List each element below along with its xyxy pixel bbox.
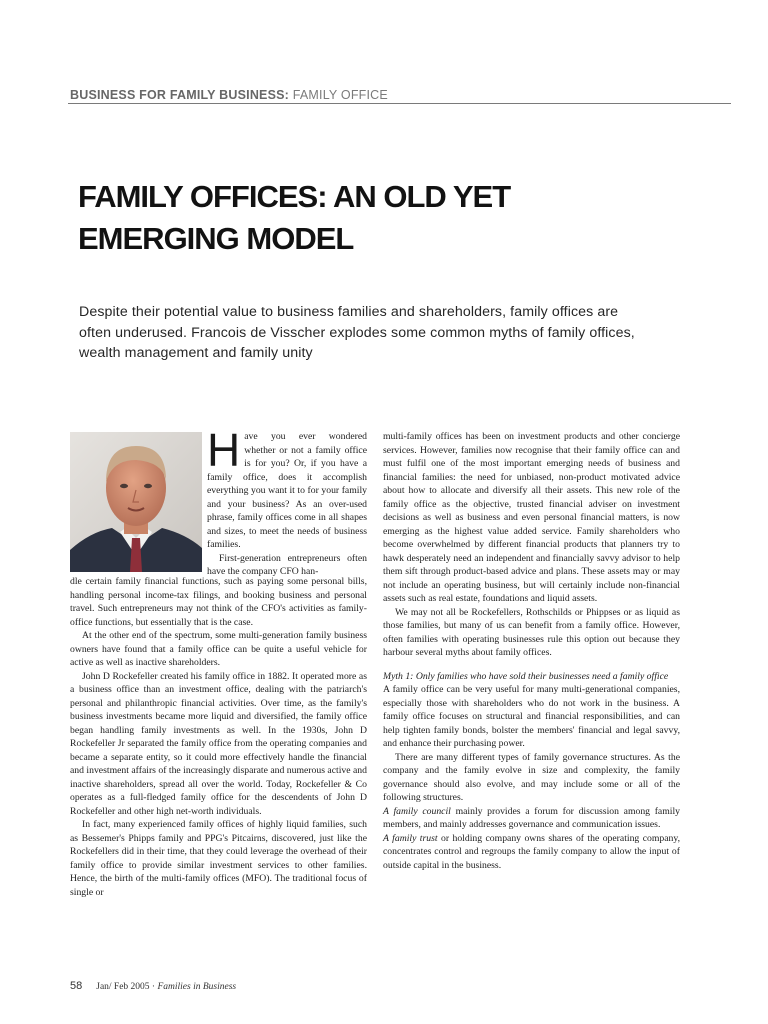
- page-footer: [70, 980, 236, 992]
- section-label: BUSINESS FOR FAMILY BUSINESS:: [70, 88, 290, 102]
- publication-name: Families in Business: [155, 982, 237, 992]
- myth-1-heading: Myth 1: Only families who have sold their businesses need a family office: [383, 670, 669, 682]
- author-photo: [70, 432, 202, 572]
- family-council-text: mainly provides a forum for discussion among family members, and mainly addresses governance and communication issues.: [383, 805, 680, 830]
- article-title: FAMILY OFFICES: AN OLD YET EMERGING MODEL: [78, 179, 511, 256]
- subsection-label: FAMILY OFFICE: [292, 88, 388, 102]
- article-standfirst: Despite their potential value to business families and shareholders, family offices are often underused. Francois de Visscher explodes some common myths of family offices, wealth management and family unity: [79, 304, 635, 361]
- paragraph-multi-family: multi-family offices has been on investment products and other concierge services. However, families now recognise that their family office can and must fulfil one of the most important emerging needs of business and financial families: the need for unbiased, non-product motivated advice about how to allocate and diversify all their assets. This new role of the family office as the objective, trusted financial adviser on investment decisions as well as business and even personal financial matters, is now emerging as the highest value added service. Family shareholders who become overwhelmed by different financial products that planners try to hawk desperately need an independent and financially savvy advisor to help them sift through product-based advice and plans. These assets may or may not include an operating business, but will certainly include non-financial assets such as real estate, foundations and liquid assets.: [383, 431, 680, 604]
- paragraph-cfo-continued: dle certain family financial functions, such as paying some personal bills, handling personal income-tax filings, and booking business and personal travel. Such entrepreneurs may not think of the CFO's activities as family-office functions, but essentially that is the case.: [70, 576, 367, 628]
- family-trust-term: A family trust: [383, 832, 438, 844]
- paragraph-rothschilds: We may not all be Rockefellers, Rothschilds or Phippses or as liquid as those families, but many of us can benefit from a family office. However, often families with operating businesses rule this option out because they harbour several myths about family offices.: [383, 606, 680, 658]
- paragraph-intro: ave you ever wondered whether or not a family office is for you? Or, if you have a family office, does it accomplish everything you want it to for your family and your business? As an over-used phrase, family offices come in all shapes and sizes, to meet the needs of business families.: [207, 431, 367, 550]
- header-rule: [68, 103, 731, 104]
- family-trust-text: or holding company owns shares of the operating company, concentrates control and regroups the family company to allow the input of outside capital in the business.: [383, 832, 680, 871]
- left-column-top: [207, 424, 367, 579]
- left-column-bottom: [70, 575, 367, 899]
- issue-date: Jan/ Feb 2005 ·: [96, 982, 156, 992]
- drop-cap: H: [207, 424, 241, 476]
- paragraph-rockefeller: John D Rockefeller created his family office in 1882. It operated more as a business office than an investment office, dealing with the patriarch's personal and philanthropic financial activities. Over time, as the family's business investments became more liquid and diversified, the family office began handling family investments as well. In the 1930s, John D Rockefeller Jr separated the family office from the operating companies and became a separate entity, so it could more effectively handle the financial and investment affairs of the increasingly disparate and numerous active and inactive shareholders, spread all over the world. Today, Rockefeller & Co operates as a full-fledged family office for the descendents of John D Rockefeller and other high net-worth individuals.: [70, 670, 367, 817]
- right-column: [383, 430, 680, 872]
- paragraph-first-generation: First-generation entrepreneurs often have the company CFO han-: [207, 552, 367, 577]
- paragraph-spectrum: At the other end of the spectrum, some multi-generation family business owners have found that a family office can be quite a useful vehicle for active as well as inactive shareholders.: [70, 630, 367, 668]
- paragraph-myth-1: A family office can be very useful for many multi-generational companies, especially those with shareholders who do not work in the business. A family office focuses on structural and financial responsibilities, and can help tighten family bonds, bolster the members' financial and legal savvy, and enhance their purchasing power.: [383, 684, 680, 749]
- family-council-term: A family council: [383, 805, 451, 817]
- section-kicker: [70, 88, 388, 102]
- paragraph-governance: There are many different types of family governance structures. As the company and the family evolve in size and complexity, the family governance should also evolve, and may include some or all of the following structures.: [383, 751, 680, 803]
- page-number: 58: [70, 980, 83, 992]
- paragraph-mfo: In fact, many experienced family offices of highly liquid families, such as Bessemer's Phipps family and PPG's Pitcairns, discovered, just like the Rockefellers did in their time, that they could leverage the overhead of their family office to provide similar investment services to other families. Hence, the birth of the multi-family offices (MFO). The traditional focus of single or: [70, 819, 367, 898]
